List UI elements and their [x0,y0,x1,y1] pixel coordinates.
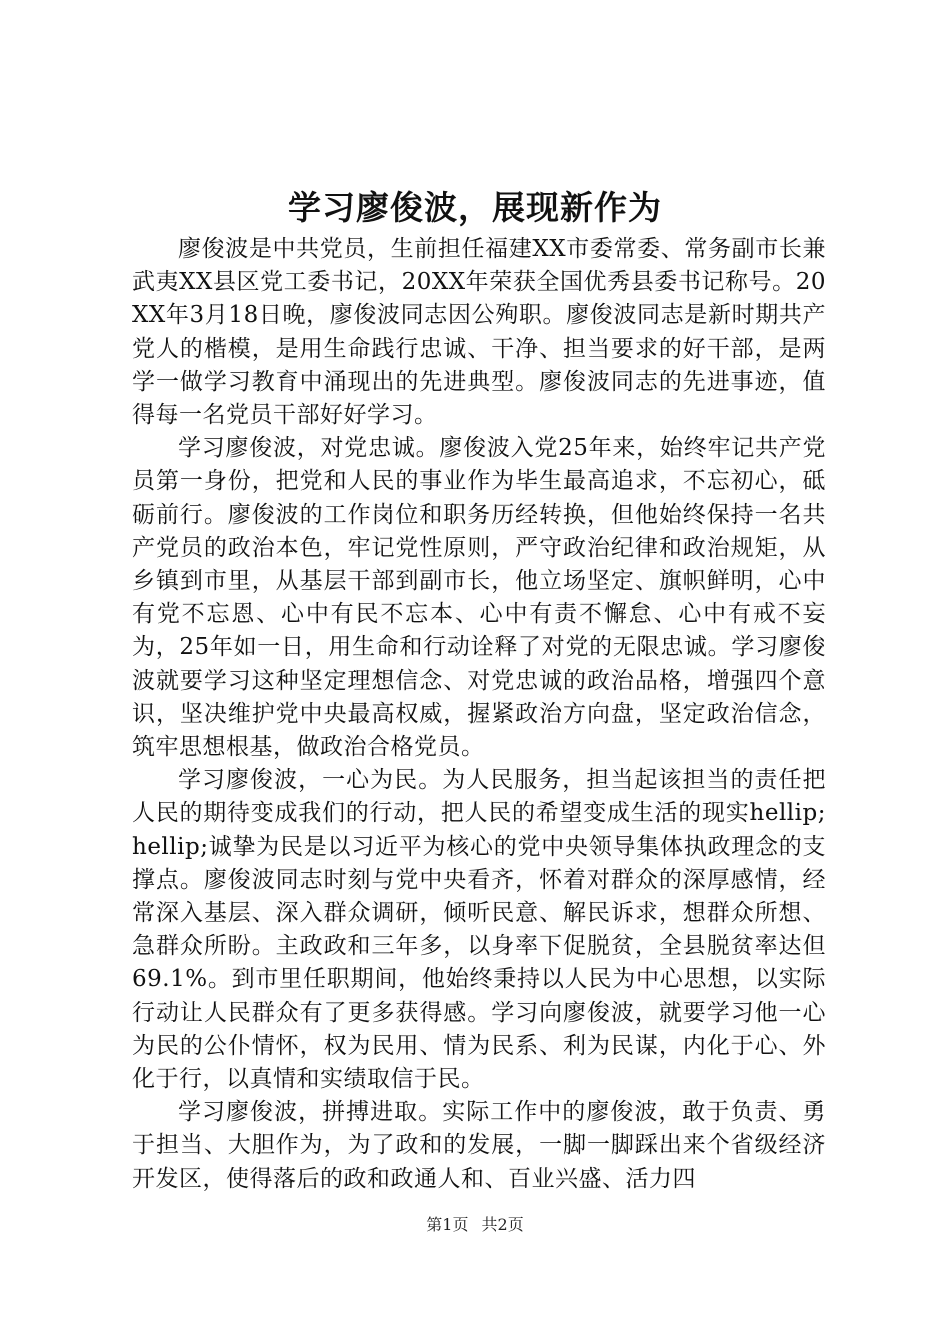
page-total: 共2页 [481,1215,524,1234]
page-footer [0,1215,950,1235]
paragraph-enterprise: 学习廖俊波，拼搏进取。实际工作中的廖俊波，敢于负责、勇于担当、大胆作为，为了政和的发展，一脚一脚踩出来个省级经济开发区，使得落后的政和政通人和、百业兴盛、活力四 [132,1099,826,1192]
document-title: 学习廖俊波，展现新作为 [288,188,662,227]
paragraph-intro: 廖俊波是中共党员，生前担任福建XX市委常委、常务副市长兼武夷XX县区党工委书记，20XX年荣获全国优秀县委书记称号。20XX年3月18日晚，廖俊波同志因公殉职。廖俊波同志是新时期共产党人的楷模，是用生命践行忠诚、干净、担当要求的好干部，是两学一做学习教育中涌现出的先进典型。廖俊波同志的先进事迹，值得每一名党员干部好好学习。 [132,236,826,429]
page-number: 第1页 [426,1215,469,1234]
paragraph-loyalty: 学习廖俊波，对党忠诚。廖俊波入党25年来，始终牢记共产党员第一身份，把党和人民的事业作为毕生最高追求，不忘初心，砥砺前行。廖俊波的工作岗位和职务历经转换，但他始终保持一名共产党员的政治本色，牢记党性原则，严守政治纪律和政治规矩，从乡镇到市里，从基层干部到副市长，他立场坚定、旗帜鲜明，心中有党不忘恩、心中有民不忘本、心中有责不懈怠、心中有戒不妄为，25年如一日，用生命和行动诠释了对党的无限忠诚。学习廖俊波就要学习这种坚定理想信念、对党忠诚的政治品格，增强四个意识，坚决维护党中央最高权威，握紧政治方向盘，坚定政治信念，筑牢思想根基，做政治合格党员。 [132,435,826,761]
paragraph-people: 学习廖俊波，一心为民。为人民服务，担当起该担当的责任把人民的期待变成我们的行动，把人民的希望变成生活的现实hellip;hellip;诚挚为民是以习近平为核心的党中央领导集体执政理念的支撑点。廖俊波同志时刻与党中央看齐，怀着对群众的深厚感情，经常深入基层、深入群众调研，倾听民意、解民诉求，想群众所想、急群众所盼。主政政和三年多，以身率下促脱贫，全县脱贫率达但69.1%。到市里任职期间，他始终秉持以人民为中心思想，以实际行动让人民群众有了更多获得感。学习向廖俊波，就要学习他一心为民的公仆情怀，权为民用、情为民系、利为民谋，内化于心、外化于行，以真情和实绩取信于民。 [132,767,826,1093]
document-body [132,233,826,1196]
